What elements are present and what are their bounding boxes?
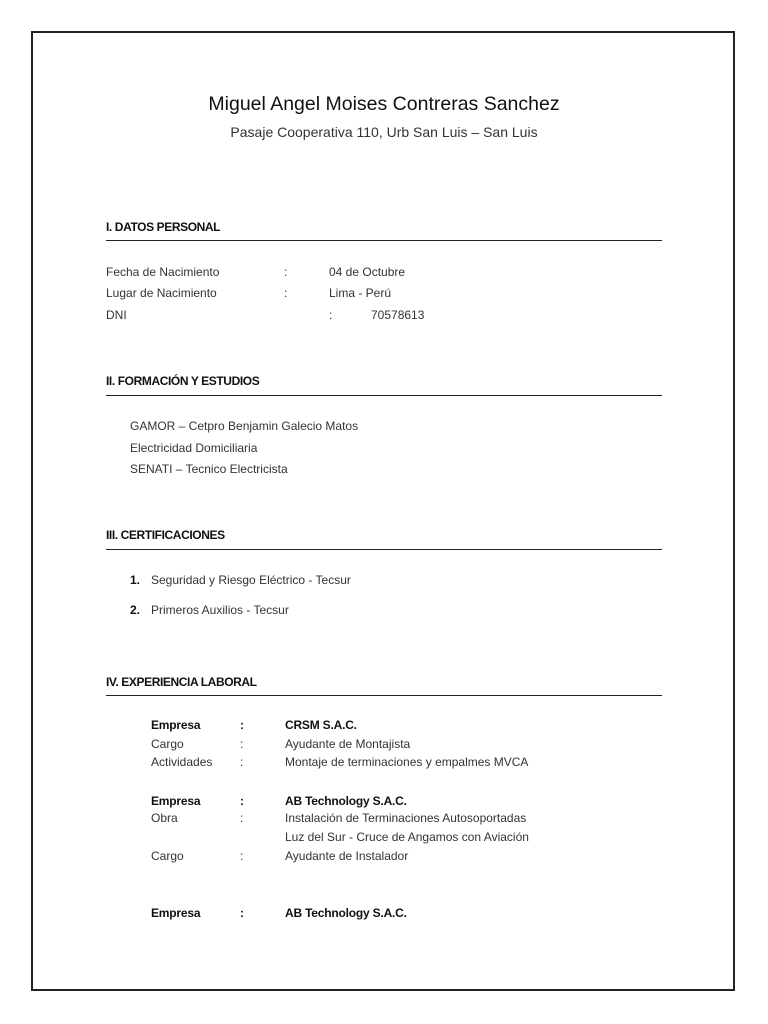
job-detail-label: Cargo	[151, 737, 184, 751]
job-separator: :	[240, 737, 244, 751]
certification-number: 2.	[130, 603, 141, 617]
section-title-education: II. FORMACIÓN Y ESTUDIOS	[106, 374, 260, 388]
job-company: AB Technology S.A.C.	[285, 906, 407, 920]
section-divider	[106, 395, 662, 396]
job-separator: :	[240, 849, 244, 863]
section-divider	[106, 695, 662, 696]
job-detail-value: Montaje de terminaciones y empalmes MVCA	[285, 755, 529, 769]
job-separator: :	[240, 811, 244, 825]
personal-value: 04 de Octubre	[329, 265, 406, 279]
job-company: AB Technology S.A.C.	[285, 794, 407, 808]
job-separator: :	[240, 718, 244, 732]
personal-separator: :	[284, 286, 288, 300]
job-detail-value: Ayudante de Montajista	[285, 737, 411, 751]
education-item: Electricidad Domiciliaria	[130, 441, 258, 455]
candidate-address: Pasaje Cooperativa 110, Urb San Luis – San Luis	[230, 124, 538, 140]
section-divider	[106, 240, 662, 241]
personal-separator: :	[284, 265, 288, 279]
job-separator: :	[240, 755, 244, 769]
section-title-certifications: III. CERTIFICACIONES	[106, 528, 225, 542]
job-detail-value: Luz del Sur - Cruce de Angamos con Aviación	[285, 830, 529, 844]
personal-label: Lugar de Nacimiento	[106, 286, 217, 300]
personal-value: 70578613	[371, 308, 425, 322]
personal-value: Lima - Perú	[329, 286, 392, 300]
certification-number: 1.	[130, 573, 141, 587]
job-separator: :	[240, 794, 244, 808]
job-detail-value: Instalación de Terminaciones Autosoportadas	[285, 811, 527, 825]
job-detail-value: Ayudante de Instalador	[285, 849, 409, 863]
education-item: SENATI – Tecnico Electricista	[130, 462, 288, 476]
job-company-label: Empresa	[151, 794, 201, 808]
certification-item: Primeros Auxilios - Tecsur	[151, 603, 289, 617]
job-company-label: Empresa	[151, 718, 201, 732]
education-item: GAMOR – Cetpro Benjamin Galecio Matos	[130, 419, 359, 433]
job-detail-label: Cargo	[151, 849, 184, 863]
page-border	[31, 31, 735, 991]
section-title-experience: IV. EXPERIENCIA LABORAL	[106, 675, 257, 689]
job-company: CRSM S.A.C.	[285, 718, 357, 732]
personal-separator: :	[329, 308, 333, 322]
job-detail-label: Actividades	[151, 755, 213, 769]
section-title-personal: I. DATOS PERSONAL	[106, 220, 221, 234]
job-company-label: Empresa	[151, 906, 201, 920]
certification-item: Seguridad y Riesgo Eléctrico - Tecsur	[151, 573, 351, 587]
job-detail-label: Obra	[151, 811, 178, 825]
personal-label: DNI	[106, 308, 127, 322]
candidate-name: Miguel Angel Moises Contreras Sanchez	[208, 93, 560, 115]
job-separator: :	[240, 906, 244, 920]
personal-label: Fecha de Nacimiento	[106, 265, 220, 279]
section-divider	[106, 549, 662, 550]
